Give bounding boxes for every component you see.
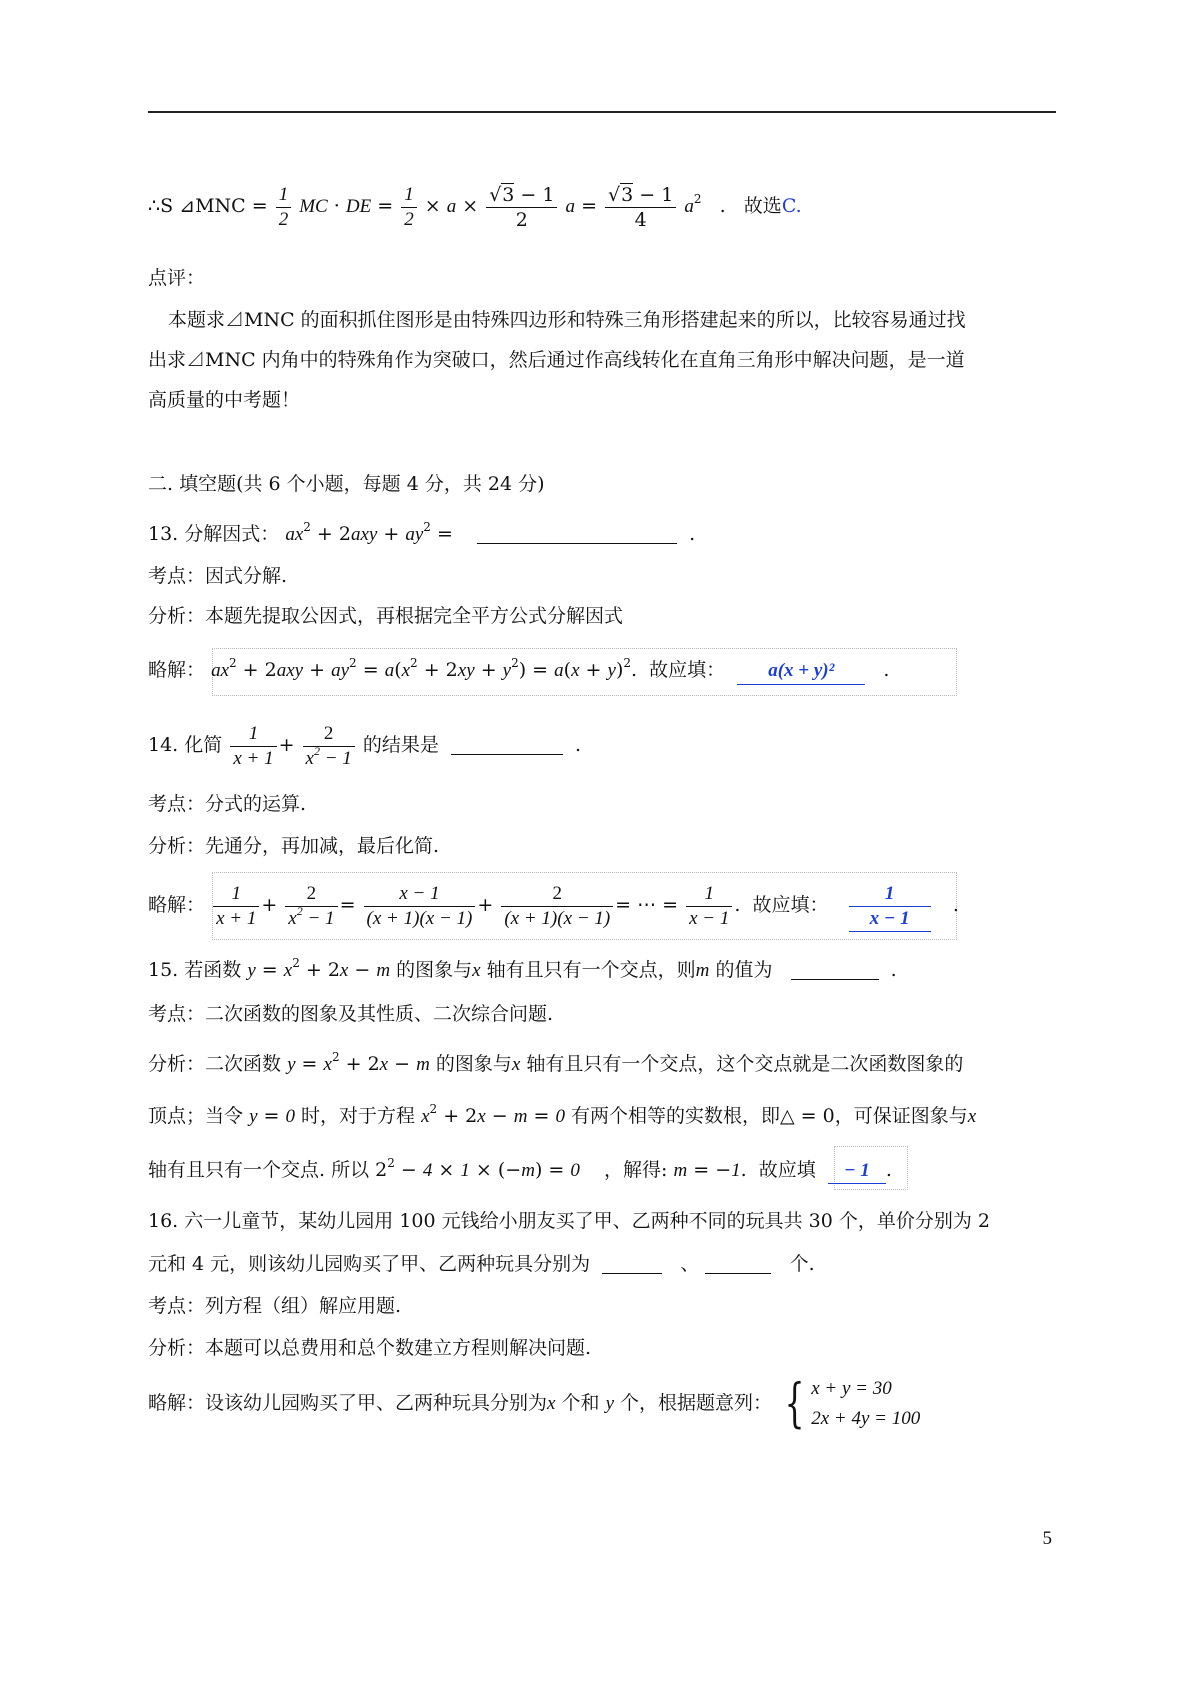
q16-line-2: 元和 4 元，则该幼儿园购买了甲、乙两种玩具分别为 、 个. [148, 1253, 815, 1275]
q13-solution: 略解： $ax^2 + 2axy + ay^2 = a(x^2 + 2xy + y^2) = a(x + y)^2$. 故应填： a(x + y)² . [148, 656, 889, 685]
equation-1: x + y = 30 [811, 1378, 892, 1399]
q13-fenxi: 分析：本题先提取公因式，再根据完全平方公式分解因式 [148, 605, 624, 627]
q12-area-formula: ∴S ⊿MNC = $\frac{1}{2}$ MC · DE = $\frac{1}{2}$ × a × $\frac{√3 - 1}{2}$ a = $\frac{√3 - 1}{4}$ $a^2$ . 故选C. [148, 183, 802, 231]
page-number: 5 [1042, 1528, 1052, 1549]
equation-2: 2x + 4y = 100 [811, 1408, 921, 1429]
equation-system [811, 1374, 920, 1434]
q16-fenxi: 分析：本题可以总费用和总个数建立方程则解决问题. [148, 1337, 592, 1359]
q12-comment-1: 本题求⊿MNC 的面积抓住图形是由特殊四边形和特殊三角形搭建起来的所以，比较容易通过找 [168, 309, 966, 331]
q15-blank [791, 959, 879, 980]
q14-blank [451, 734, 563, 755]
q16-blank-2 [705, 1253, 771, 1274]
header-rule [148, 111, 1056, 113]
q13-prompt: 13. 分解因式： $ax^2 + 2axy + ay^2$ = . [148, 520, 696, 545]
q13-kaodian: 考点：因式分解. [148, 565, 288, 587]
q14-answer: $\frac{1}{x - 1}$ [847, 881, 929, 932]
section-2-heading: 二. 填空题(共 6 个小题，每题 4 分，共 24 分) [148, 473, 545, 495]
q15-prompt: 15. 若函数 $y = x^2 + 2x - m$ 的图象与x 轴有且只有一个交点，则m 的值为 . [148, 956, 897, 981]
q12-comment-2: 出求⊿MNC 内角中的特殊角作为突破口，然后通过作高线转化在直角三角形中解决问题，是一道 [148, 349, 965, 371]
q14-kaodian: 考点：分式的运算. [148, 793, 307, 815]
q12-comment-3: 高质量的中考题！ [148, 389, 301, 411]
q15-fenxi-2: 顶点；当令 y = 0 时，对于方程 $x^2 + 2x - m = 0$ 有两个相等的实数根，即△ = 0，可保证图象与x [148, 1102, 977, 1127]
q14-solution: 略解： $\frac{1}{x + 1}$ + $\frac{2}{x^2 - 1}$ = $\frac{x - 1}{(x + 1)(x - 1)}$ + $\frac{2}{(x + 1)(x - 1)}$ = ⋯ = $\frac{1}{x - 1}$ . 故应填： $\frac{1}{x - 1}$ . [148, 880, 959, 932]
q15-fenxi-3: 轴有且只有一个交点. 所以 $2^2 - 4 \times 1 \times (-m) = 0$ ，解得: m = −1. 故应填 − 1 . [148, 1156, 892, 1185]
q13-blank [477, 523, 677, 544]
q14-prompt: 14. 化简 $\frac{1}{x + 1}$ + $\frac{2}{x^2 - 1}$ 的结果是 . [148, 722, 582, 769]
q15-kaodian: 考点：二次函数的图象及其性质、二次综合问题. [148, 1003, 554, 1025]
q13-answer: a(x + y)² [737, 658, 865, 685]
q12-choice: C. [781, 195, 802, 217]
q14-fenxi: 分析：先通分，再加减，最后化简. [148, 835, 440, 857]
q16-line-1: 16. 六一儿童节，某幼儿园用 100 元钱给小朋友买了甲、乙两种不同的玩具共 30 个，单价分别为 2 [148, 1210, 990, 1232]
q16-blank-1 [602, 1253, 662, 1274]
q16-kaodian: 考点：列方程（组）解应用题. [148, 1295, 402, 1317]
q12-choose: 故选 [743, 195, 782, 217]
system-brace: { [784, 1374, 805, 1434]
q15-fenxi-1: 分析：二次函数 $y = x^2 + 2x - m$ 的图象与x 轴有且只有一个交点，这个交点就是二次函数图象的 [148, 1050, 964, 1075]
q12-lead: ∴S ⊿MNC = [148, 195, 268, 217]
q15-answer: − 1 [828, 1159, 886, 1184]
q12-comment-label: 点评： [148, 267, 206, 289]
q16-solution: 略解：设该幼儿园购买了甲、乙两种玩具分别为x 个和 y 个，根据题意列： { x + y = 30 2x + 4y = 100 [148, 1374, 921, 1434]
